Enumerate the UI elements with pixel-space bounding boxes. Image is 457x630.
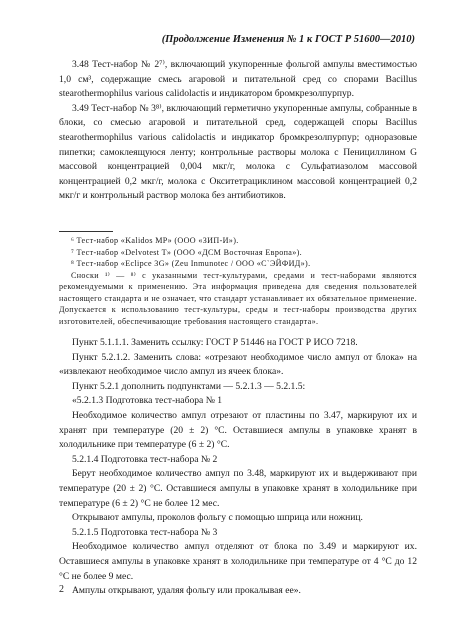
heading-5-2-1-3: «5.2.1.3 Подготовка тест-набора № 1 — [72, 395, 223, 407]
footnote-separator — [59, 231, 113, 232]
footnote-7: ⁷ Тест-набор «Delvotest T» (ООО «ДСМ Восточная Европа»). — [71, 247, 303, 257]
amendment-text-bottom — [59, 336, 417, 599]
amendment-text-top — [59, 58, 417, 204]
footnote-6: ⁶ Тест-набор «Kalidos MP» (ООО «ЗИП-И»). — [71, 236, 239, 245]
footnotes — [59, 235, 417, 327]
paragraph-5-2-1-2: Пункт 5.2.1.2. Заменить слова: «отрезают необходимое число ампул от блока» на «извлекают необходимое число ампул из ячеек блока». — [59, 351, 417, 378]
paragraph-5-2-1-4: Берут необходимое количество ампул по 3.48, маркируют их и выдерживают при температуре (20 ± 2) °С. Оставшиеся ампулы в упаковке хранят в холодильнике при температуре (6 ± 2) °С не более 12 мес. — [59, 468, 417, 509]
page-header: (Продолжение Изменения № 1 к ГОСТ Р 51600—2010) — [161, 34, 415, 45]
heading-5-2-1-4: 5.2.1.4 Подготовка тест-набора № 2 — [72, 453, 218, 465]
paragraph-5-2-1-5: Необходимое количество ампул отделяют от блока по 3.49 и маркируют их. Оставшиеся ампулы в упаковке хранят в холодильнике при температуре от 4 °С до 12 °С не более 9 мес. — [59, 541, 417, 582]
paragraph-5-2-1-5-open: Ампулы открывают, удаляя фольгу или прокалывая ее». — [72, 585, 301, 597]
paragraph-3-48: 3.48 Тест-набор № 2⁷⁾, включающий укупоренные фольгой ампулы вместимостью 1,0 см³, содержащие смесь агаровой и питательной сред со спорами Bacillus stearothermophilus various calidolactis и индикатором бромкрезолпурпур. — [59, 59, 417, 100]
page-number: 2 — [59, 584, 64, 595]
paragraph-5-2-1-add: Пункт 5.2.1 дополнить подпунктами — 5.2.1.3 — 5.2.1.5: — [72, 380, 306, 392]
footnote-note: Сноски ¹⁾ — ⁸⁾ с указанными тест-культурами, средами и тест-наборами являются рекомендуемыми к применению. Эта информация приведена для сведения пользователей настоящего стандарта и не означает, что стандарт устанавливает их обязательное применение. Допускается к использованию тест-культуры, среды и тест-наборы производства других изготовителей, обеспечивающие требования настоящего стандарта». — [59, 270, 417, 326]
footnote-8: ⁸ Тест-набор «Eclipce 3G» (Zeu Inmunotec / ООО «С`ЭЙФИД»). — [71, 259, 311, 268]
paragraph-5-2-1-4-open: Открывают ампулы, проколов фольгу с помощью шприца или ножниц. — [72, 512, 363, 524]
paragraph-5-2-1-3: Необходимое количество ампул отрезают от пластины по 3.47, маркируют их и хранят при температуре (20 ± 2) °С. Оставшиеся ампулы в упаковке хранят в холодильнике при температуре (6 ± 2) °С. — [59, 409, 417, 451]
paragraph-5-1-1-1: Пункт 5.1.1.1. Заменить ссылку: ГОСТ Р 51446 на ГОСТ Р ИСО 7218. — [72, 337, 358, 348]
paragraph-3-49: 3.49 Тест-набор № 3⁸⁾, включающий герметично укупоренные ампулы, собранные в блоки, со смесью агаровой и питательной сред, содержащей споры Bacillus stearothermophilus various calidolactis и индикатор бромкрезолпурпур; одноразовые пипетки; самоклеящуюся ленту; контрольные растворы молока с Пенициллином G массовой концентрацией 0,004 мкг/г, молока с Сульфатиазолом массовой концентрацией 0,2 мкг/г, молока с Окситетрациклином массовой концентрацией 0,2 мкг/г и контрольный раствор молока без антибиотиков. — [59, 102, 417, 202]
heading-5-2-1-5: 5.2.1.5 Подготовка тест-набора № 3 — [72, 526, 218, 538]
